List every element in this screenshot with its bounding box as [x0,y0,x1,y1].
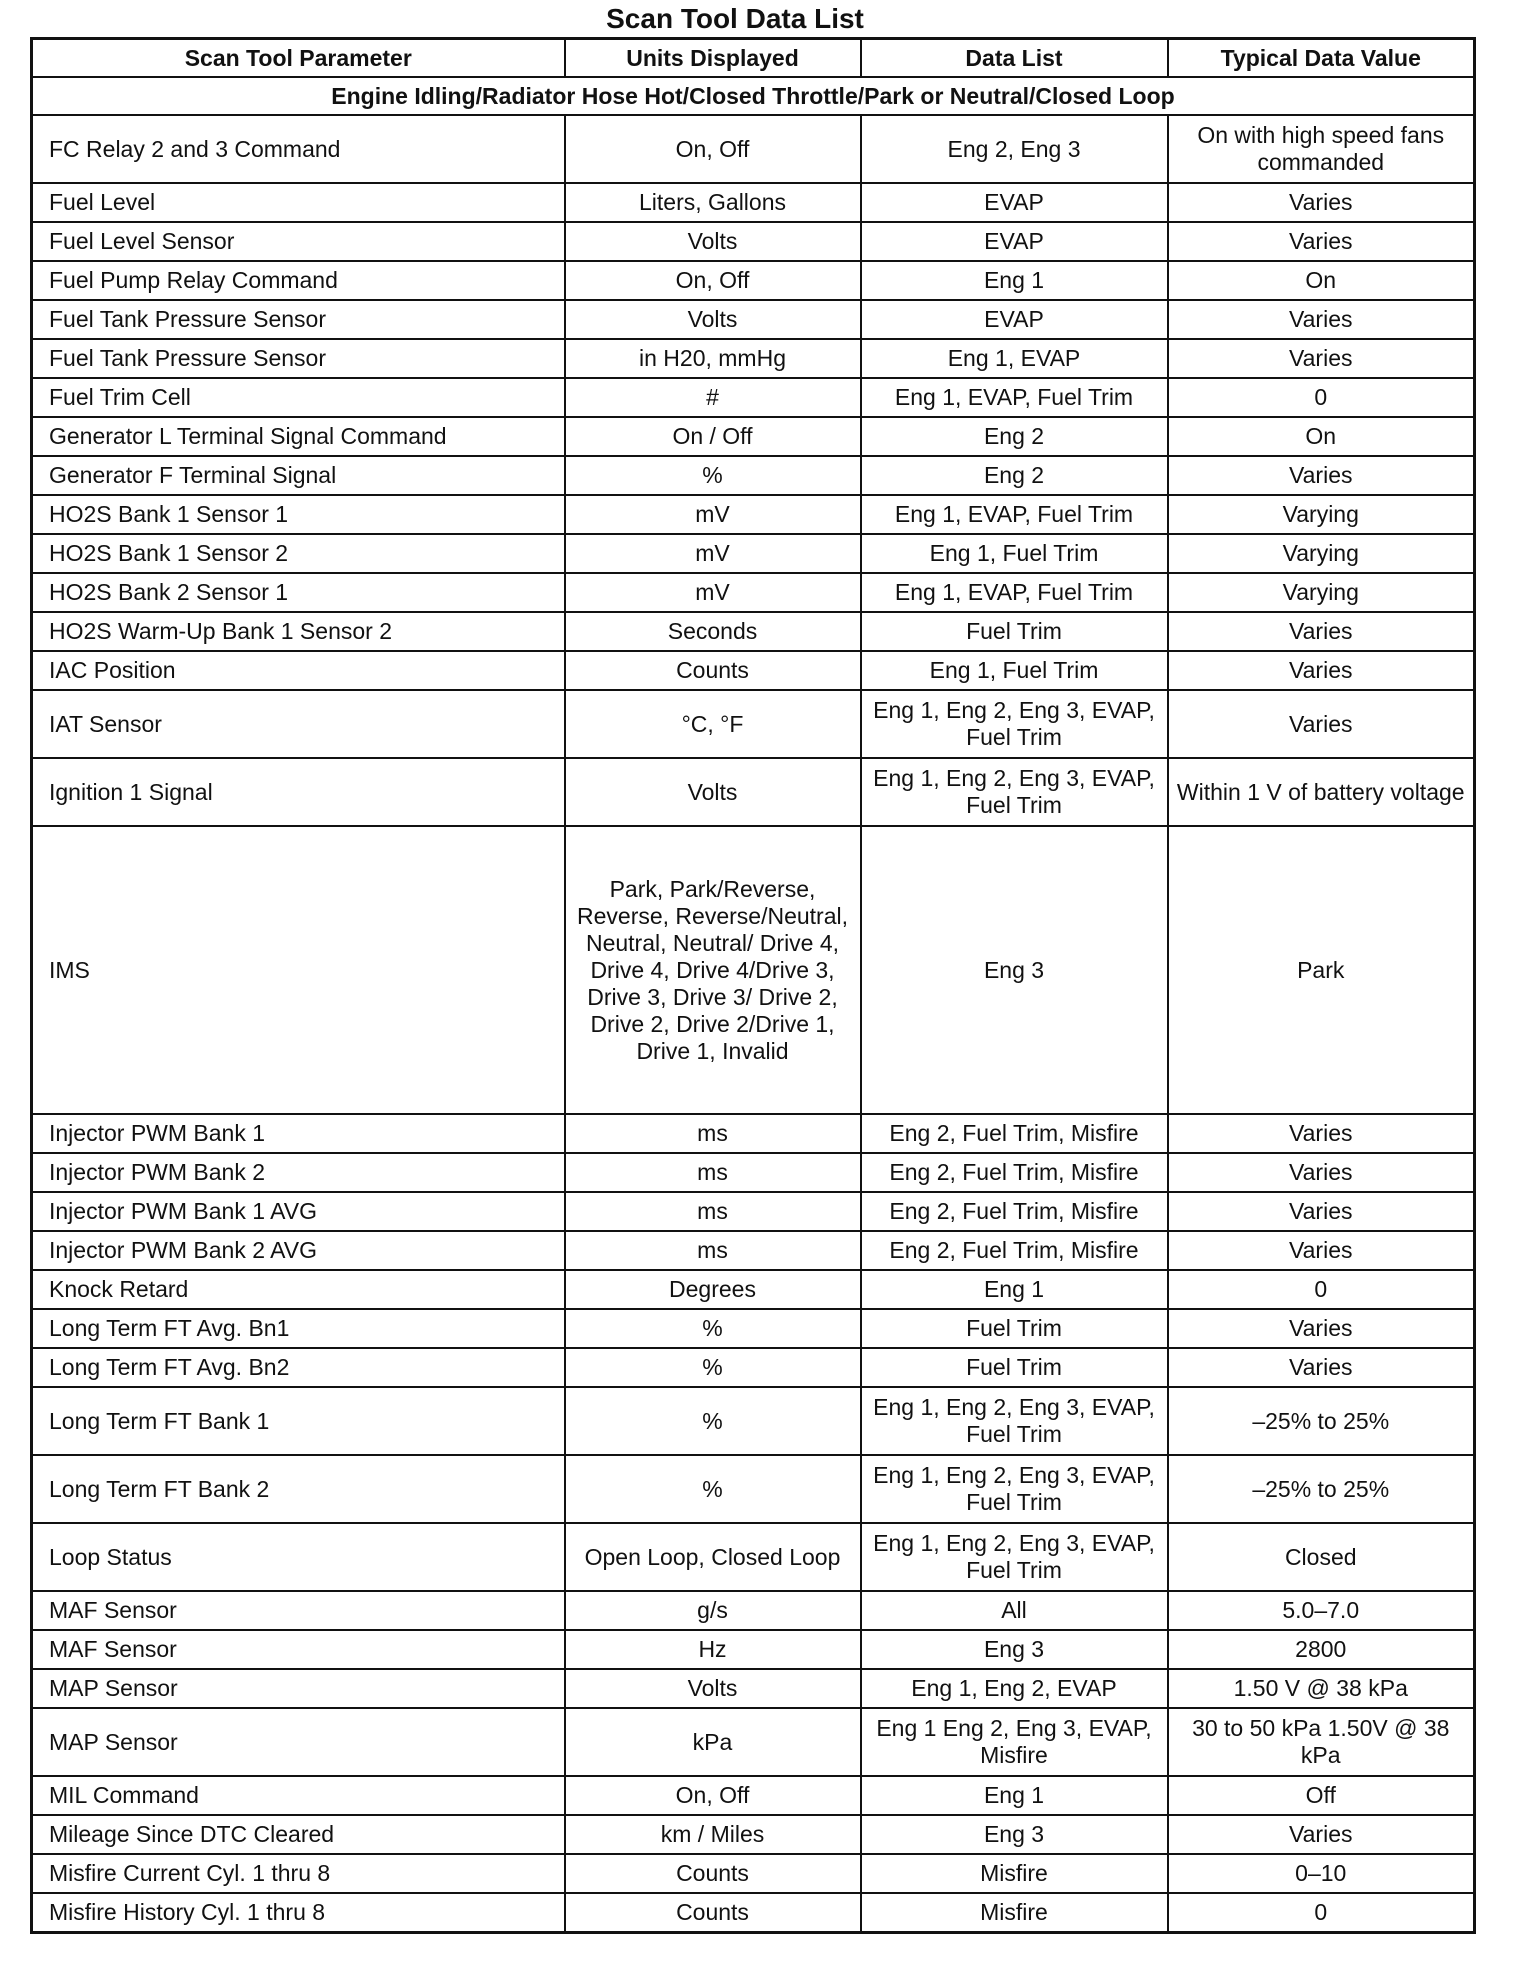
parameter-cell: Long Term FT Avg. Bn2 [32,1348,565,1387]
units-cell: On / Off [565,417,861,456]
typical-value-cell: Varies [1168,1114,1475,1153]
typical-value-cell: Varies [1168,690,1475,758]
units-cell: % [565,456,861,495]
units-cell: Park, Park/Reverse, Reverse, Reverse/Neutral, Neutral, Neutral/ Drive 4, Drive 4, Drive 4/Drive 3, Drive 3, Drive 3/ Drive 2, Drive 2, Drive 2/Drive 1, Drive 1, Invalid [565,826,861,1114]
units-cell: Counts [565,1854,861,1893]
typical-value-cell: Varies [1168,183,1475,222]
table-row [32,612,1475,651]
data-list-cell: Eng 3 [861,826,1168,1114]
table-row [32,1815,1475,1854]
units-cell: Counts [565,651,861,690]
table-row [32,1708,1475,1776]
table-row [32,417,1475,456]
data-list-cell: Eng 3 [861,1815,1168,1854]
typical-value-cell: –25% to 25% [1168,1387,1475,1455]
parameter-cell: Mileage Since DTC Cleared [32,1815,565,1854]
units-cell: Volts [565,222,861,261]
parameter-cell: Fuel Pump Relay Command [32,261,565,300]
data-list-cell: Eng 1, Fuel Trim [861,534,1168,573]
parameter-cell: Injector PWM Bank 1 [32,1114,565,1153]
table-row [32,261,1475,300]
typical-value-cell: Varies [1168,1815,1475,1854]
typical-value-cell: 30 to 50 kPa 1.50V @ 38 kPa [1168,1708,1475,1776]
parameter-cell: Misfire History Cyl. 1 thru 8 [32,1893,565,1933]
units-cell: % [565,1387,861,1455]
parameter-cell: HO2S Bank 1 Sensor 1 [32,495,565,534]
typical-value-cell: 0 [1168,378,1475,417]
data-list-cell: Fuel Trim [861,1309,1168,1348]
data-list-cell: Eng 2, Fuel Trim, Misfire [861,1231,1168,1270]
parameter-cell: Knock Retard [32,1270,565,1309]
units-cell: Degrees [565,1270,861,1309]
data-list-cell: Eng 2, Fuel Trim, Misfire [861,1192,1168,1231]
parameter-cell: MAP Sensor [32,1669,565,1708]
table-row [32,495,1475,534]
units-cell: ms [565,1114,861,1153]
table-row [32,1348,1475,1387]
header-parameter: Scan Tool Parameter [32,39,565,78]
typical-value-cell: Varies [1168,1192,1475,1231]
data-list-cell: Misfire [861,1854,1168,1893]
data-list-cell: Eng 1, EVAP [861,339,1168,378]
header-data-list: Data List [861,39,1168,78]
header-typical-value: Typical Data Value [1168,39,1475,78]
parameter-cell: MIL Command [32,1776,565,1815]
units-cell: Volts [565,1669,861,1708]
data-list-cell: EVAP [861,222,1168,261]
typical-value-cell: Within 1 V of battery voltage [1168,758,1475,826]
typical-value-cell: Varies [1168,456,1475,495]
data-list-cell: Eng 1 Eng 2, Eng 3, EVAP, Misfire [861,1708,1168,1776]
typical-value-cell: Varying [1168,573,1475,612]
table-body [32,115,1475,1933]
units-cell: % [565,1348,861,1387]
typical-value-cell: –25% to 25% [1168,1455,1475,1523]
units-cell: ms [565,1153,861,1192]
data-list-cell: Eng 1, Eng 2, Eng 3, EVAP, Fuel Trim [861,758,1168,826]
data-list-cell: Eng 1, Eng 2, EVAP [861,1669,1168,1708]
data-list-cell: Eng 1 [861,261,1168,300]
typical-value-cell: Varies [1168,1348,1475,1387]
typical-value-cell: Varies [1168,651,1475,690]
table-row [32,1591,1475,1630]
table-row [32,1630,1475,1669]
typical-value-cell: Varies [1168,222,1475,261]
parameter-cell: Long Term FT Avg. Bn1 [32,1309,565,1348]
table-row [32,1231,1475,1270]
table-row [32,826,1475,1114]
data-list-cell: Eng 2, Fuel Trim, Misfire [861,1153,1168,1192]
units-cell: g/s [565,1591,861,1630]
typical-value-cell: Varies [1168,612,1475,651]
data-list-cell: Eng 1 [861,1270,1168,1309]
table-row [32,1776,1475,1815]
typical-value-cell: 2800 [1168,1630,1475,1669]
units-cell: Liters, Gallons [565,183,861,222]
units-cell: Volts [565,300,861,339]
units-cell: Open Loop, Closed Loop [565,1523,861,1591]
table-row [32,183,1475,222]
units-cell: Hz [565,1630,861,1669]
typical-value-cell: Varies [1168,339,1475,378]
operating-condition: Engine Idling/Radiator Hose Hot/Closed Throttle/Park or Neutral/Closed Loop [32,77,1475,115]
typical-value-cell: On [1168,261,1475,300]
units-cell: % [565,1309,861,1348]
parameter-cell: Long Term FT Bank 1 [32,1387,565,1455]
data-list-cell: Eng 1, Eng 2, Eng 3, EVAP, Fuel Trim [861,1455,1168,1523]
table-row [32,1192,1475,1231]
typical-value-cell: Varying [1168,534,1475,573]
typical-value-cell: 0 [1168,1893,1475,1933]
typical-value-cell: Varies [1168,1153,1475,1192]
table-row [32,339,1475,378]
parameter-cell: IMS [32,826,565,1114]
parameter-cell: Fuel Tank Pressure Sensor [32,300,565,339]
data-list-cell: Eng 1, EVAP, Fuel Trim [861,573,1168,612]
parameter-cell: Loop Status [32,1523,565,1591]
units-cell: # [565,378,861,417]
units-cell: On, Off [565,261,861,300]
table-row [32,534,1475,573]
parameter-cell: Fuel Trim Cell [32,378,565,417]
units-cell: mV [565,534,861,573]
parameter-cell: Generator F Terminal Signal [32,456,565,495]
parameter-cell: Fuel Level Sensor [32,222,565,261]
table-row [32,1270,1475,1309]
parameter-cell: Injector PWM Bank 2 [32,1153,565,1192]
parameter-cell: Generator L Terminal Signal Command [32,417,565,456]
table-row [32,690,1475,758]
parameter-cell: MAP Sensor [32,1708,565,1776]
units-cell: mV [565,573,861,612]
table-row [32,222,1475,261]
data-list-cell: Eng 1, Eng 2, Eng 3, EVAP, Fuel Trim [861,690,1168,758]
table-row [32,300,1475,339]
typical-value-cell: Varying [1168,495,1475,534]
parameter-cell: MAF Sensor [32,1591,565,1630]
typical-value-cell: Varies [1168,1309,1475,1348]
data-list-cell: Eng 1, EVAP, Fuel Trim [861,495,1168,534]
data-list-cell: Eng 1, EVAP, Fuel Trim [861,378,1168,417]
typical-value-cell: On [1168,417,1475,456]
table-row [32,1387,1475,1455]
page-title: Scan Tool Data List [606,3,864,34]
typical-value-cell: 1.50 V @ 38 kPa [1168,1669,1475,1708]
parameter-cell: Fuel Tank Pressure Sensor [32,339,565,378]
typical-value-cell: Park [1168,826,1475,1114]
parameter-cell: HO2S Bank 2 Sensor 1 [32,573,565,612]
parameter-cell: Injector PWM Bank 1 AVG [32,1192,565,1231]
units-cell: Counts [565,1893,861,1933]
typical-value-cell: On with high speed fans commanded [1168,115,1475,183]
units-cell: Volts [565,758,861,826]
typical-value-cell: 5.0–7.0 [1168,1591,1475,1630]
typical-value-cell: Off [1168,1776,1475,1815]
units-cell: in H20, mmHg [565,339,861,378]
data-list-cell: Misfire [861,1893,1168,1933]
parameter-cell: IAT Sensor [32,690,565,758]
units-cell: On, Off [565,115,861,183]
data-list-cell: All [861,1591,1168,1630]
data-list-cell: Eng 2, Fuel Trim, Misfire [861,1114,1168,1153]
table-row [32,1114,1475,1153]
typical-value-cell: Varies [1168,1231,1475,1270]
parameter-cell: HO2S Bank 1 Sensor 2 [32,534,565,573]
data-list-cell: EVAP [861,300,1168,339]
table-row [32,1153,1475,1192]
units-cell: % [565,1455,861,1523]
header-units: Units Displayed [565,39,861,78]
parameter-cell: HO2S Warm-Up Bank 1 Sensor 2 [32,612,565,651]
parameter-cell: IAC Position [32,651,565,690]
data-list-cell: Eng 3 [861,1630,1168,1669]
units-cell: Seconds [565,612,861,651]
data-list-cell: Fuel Trim [861,612,1168,651]
typical-value-cell: 0 [1168,1270,1475,1309]
table-row [32,1669,1475,1708]
units-cell: kPa [565,1708,861,1776]
data-list-cell: Eng 1 [861,1776,1168,1815]
units-cell: ms [565,1231,861,1270]
condition-row [32,77,1475,115]
table-row [32,651,1475,690]
table-row [32,1309,1475,1348]
scan-tool-data-table [30,37,1476,1934]
parameter-cell: MAF Sensor [32,1630,565,1669]
header-row [32,39,1475,78]
data-list-cell: Eng 2 [861,456,1168,495]
table-row [32,1854,1475,1893]
data-list-cell: Eng 2 [861,417,1168,456]
parameter-cell: FC Relay 2 and 3 Command [32,115,565,183]
table-row [32,1893,1475,1933]
typical-value-cell: Varies [1168,300,1475,339]
parameter-cell: Fuel Level [32,183,565,222]
parameter-cell: Injector PWM Bank 2 AVG [32,1231,565,1270]
table-row [32,1523,1475,1591]
typical-value-cell: Closed [1168,1523,1475,1591]
units-cell: On, Off [565,1776,861,1815]
typical-value-cell: 0–10 [1168,1854,1475,1893]
table-row [32,378,1475,417]
parameter-cell: Ignition 1 Signal [32,758,565,826]
table-row [32,573,1475,612]
units-cell: km / Miles [565,1815,861,1854]
data-list-cell: Eng 1, Eng 2, Eng 3, EVAP, Fuel Trim [861,1387,1168,1455]
parameter-cell: Long Term FT Bank 2 [32,1455,565,1523]
table-row [32,758,1475,826]
table-row [32,456,1475,495]
table-row [32,115,1475,183]
table-row [32,1455,1475,1523]
data-list-cell: EVAP [861,183,1168,222]
data-list-cell: Eng 1, Fuel Trim [861,651,1168,690]
units-cell: °C, °F [565,690,861,758]
data-list-cell: Eng 2, Eng 3 [861,115,1168,183]
units-cell: mV [565,495,861,534]
units-cell: ms [565,1192,861,1231]
data-list-cell: Fuel Trim [861,1348,1168,1387]
parameter-cell: Misfire Current Cyl. 1 thru 8 [32,1854,565,1893]
data-list-cell: Eng 1, Eng 2, Eng 3, EVAP, Fuel Trim [861,1523,1168,1591]
